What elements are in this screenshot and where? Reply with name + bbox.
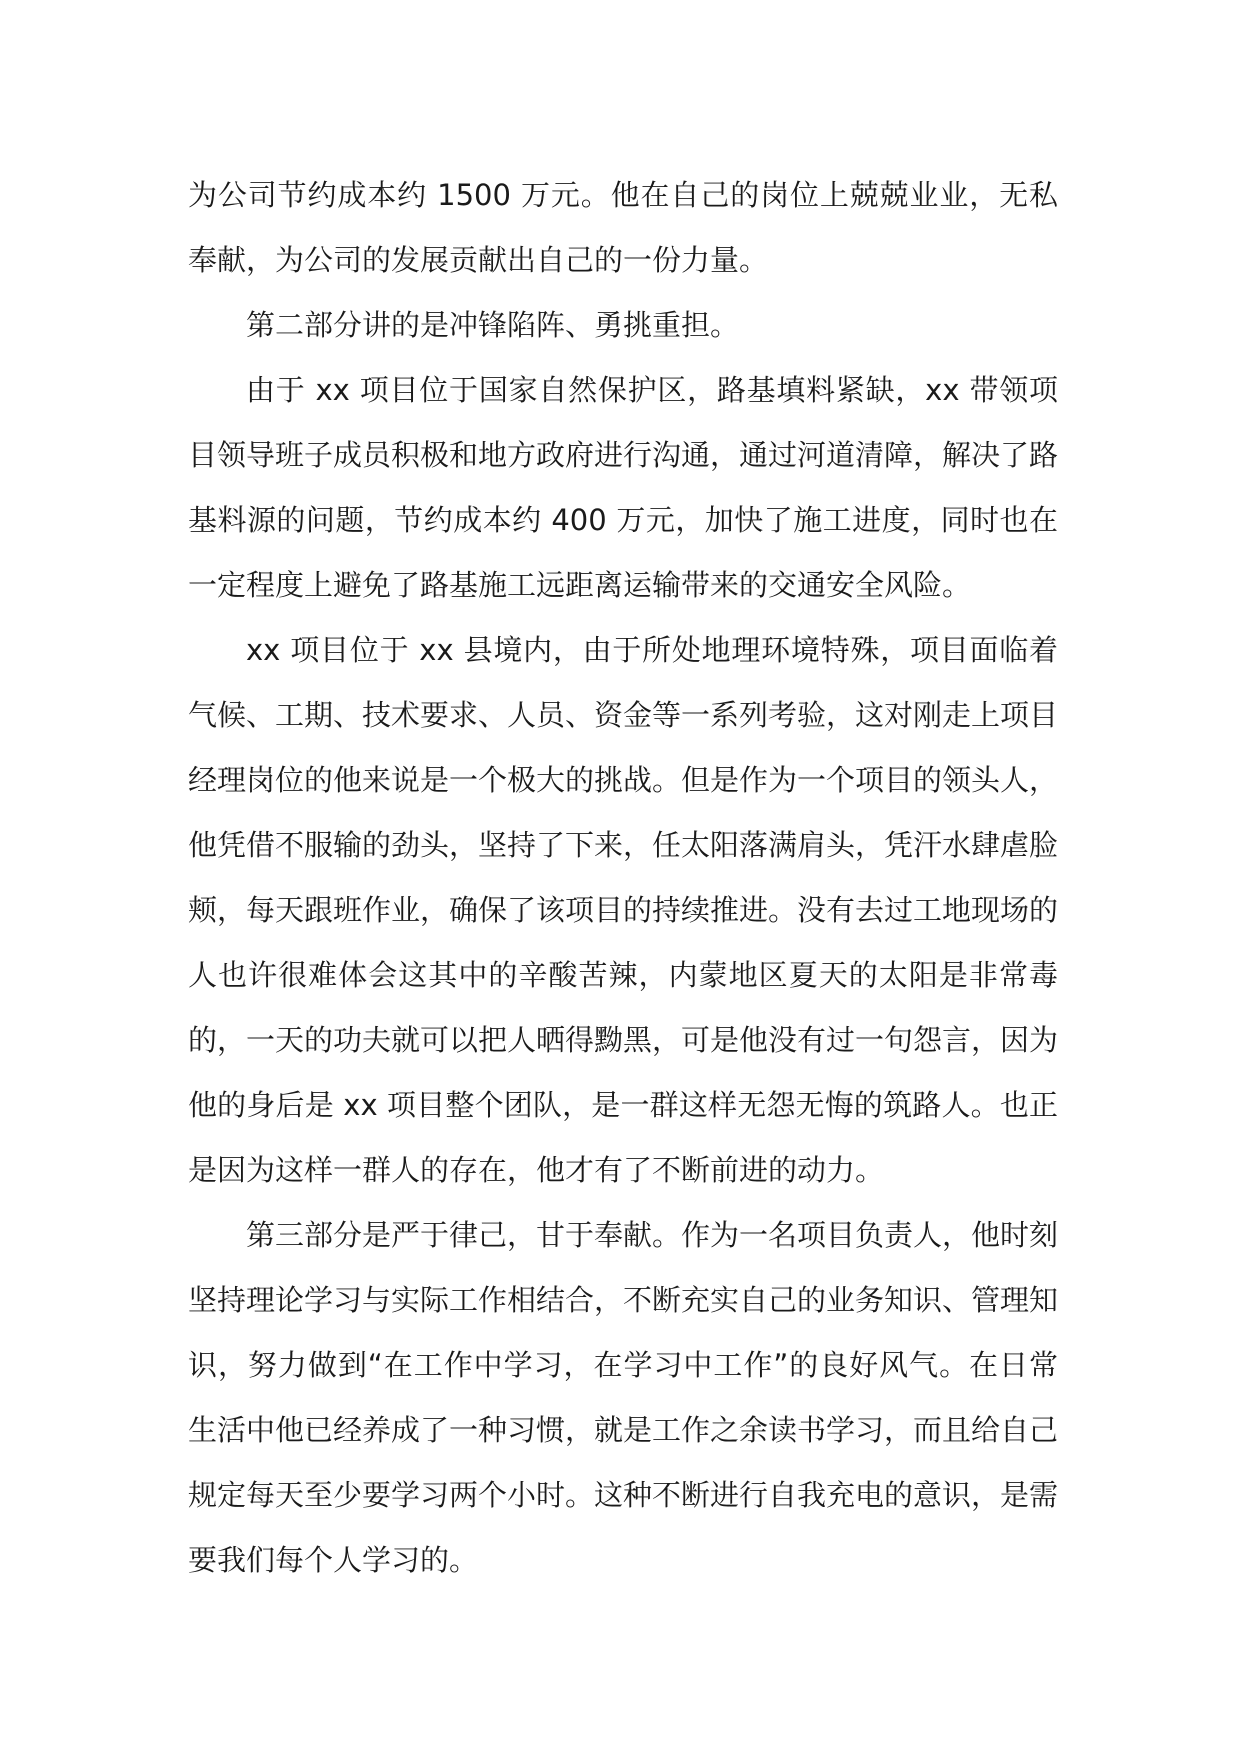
paragraph-1: 为公司节约成本约 1500 万元。他在自己的岗位上兢兢业业，无私奉献，为公司的发展贡献出自己的一份力量。 bbox=[188, 178, 1058, 277]
paragraph-5: 第三部分是严于律己，甘于奉献。作为一名项目负责人，他时刻坚持理论学习与实际工作相结合，不断充实自己的业务知识、管理知识，努力做到“在工作中学习，在学习中工作”的良好风气。在日常生活中他已经养成了一种习惯，就是工作之余读书学习，而且给自己规定每天至少要学习两个小时。这种不断进行自我充电的意识，是需要我们每个人学习的。 bbox=[188, 1218, 1059, 1577]
paragraph-2: 第二部分讲的是冲锋陷阵、勇挑重担。 bbox=[246, 308, 740, 342]
paragraph-4: xx 项目位于 xx 县境内，由于所处地理环境特殊，项目面临着气候、工期、技术要求、人员、资金等一系列考验，这对刚走上项目经理岗位的他来说是一个极大的挑战。但是作为一个项目的领头人，他凭借不服输的劲头，坚持了下来，任太阳落满肩头，凭汗水肆虐脸颊，每天跟班作业，确保了该项目的持续推进。没有去过工地现场的人也许很难体会这其中的辛酸苦辣，内蒙地区夏天的太阳是非常毒的，一天的功夫就可以把人晒得黝黑，可是他没有过一句怨言，因为他的身后是 xx 项目整个团队，是一群这样无怨无悔的筑路人。也正是因为这样一群人的存在，他才有了不断前进的动力。 bbox=[188, 633, 1059, 1187]
document-page bbox=[188, 163, 1058, 1593]
paragraph-3: 由于 xx 项目位于国家自然保护区，路基填料紧缺，xx 带领项目领导班子成员积极和地方政府进行沟通，通过河道清障，解决了路基料源的问题，节约成本约 400 万元，加快了施工进度，同时也在一定程度上避免了路基施工远距离运输带来的交通安全风险。 bbox=[188, 373, 1059, 602]
